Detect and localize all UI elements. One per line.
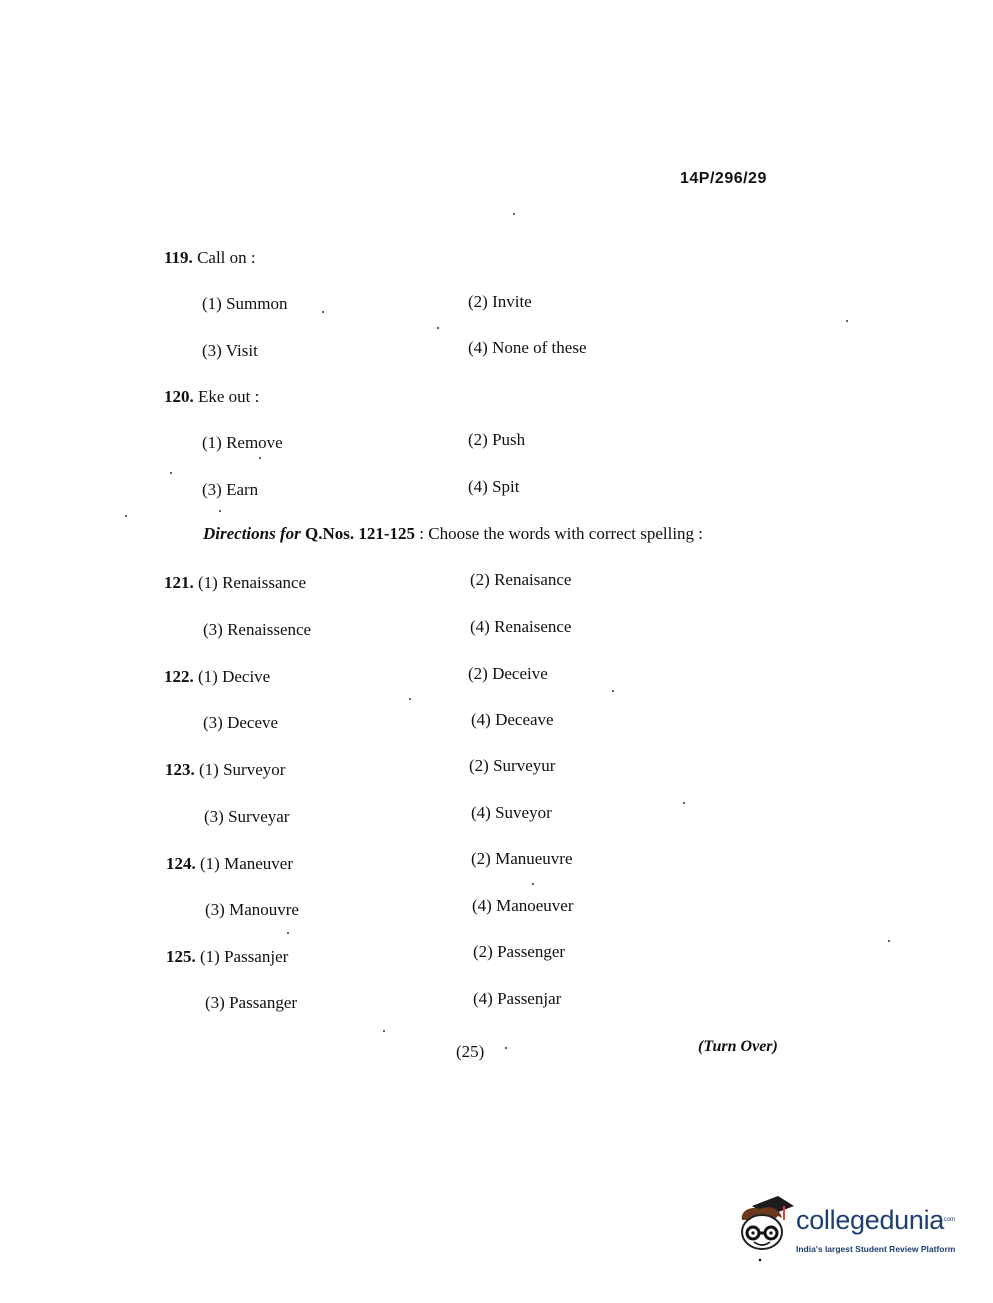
option: (2) Renaisance [470,570,572,589]
option: (3) Passanger [205,993,298,1012]
option: (2) Deceive [468,664,548,683]
question-number: 122. [164,667,194,686]
brand-name: collegedunia [796,1205,945,1235]
question-stem: Eke out : [198,387,260,406]
scan-speck [612,690,614,692]
option: (2) Push [468,430,526,449]
question-123 [165,760,285,780]
turn-over: (Turn Over) [698,1038,778,1055]
question-number: 120. [164,387,194,406]
option: (2) Surveyur [469,756,556,775]
scan-speck [287,932,289,934]
question-124 [166,854,293,874]
option: (1) Surveyor [199,760,286,779]
option: (1) Decive [198,667,271,686]
option: (4) Passenjar [473,989,562,1008]
question-number: 124. [166,854,196,873]
scan-speck [170,472,172,474]
scan-speck [437,327,439,329]
scan-speck [219,510,221,512]
option: (2) Passenger [473,942,566,961]
option: (1) Passanjer [200,947,289,966]
question-125 [166,947,288,967]
option: (1) Renaissance [198,573,307,592]
directions-text: : Choose the words with correct spelling : [419,524,704,543]
option: (2) Invite [468,292,532,311]
scan-speck [683,802,685,804]
option: (4) None of these [468,338,587,357]
option: (1) Maneuver [200,854,293,873]
scan-speck [409,698,411,700]
question-number: 119. [164,248,193,267]
directions-label: Directions for [203,524,301,543]
option: (1) Remove [202,433,283,452]
paper-code: 14P/296/29 [680,170,767,187]
brand-tagline: India's largest Student Review Platform [796,1244,956,1254]
option: (4) Renaisence [470,617,572,636]
scan-speck [383,1030,385,1032]
question-number: 121. [164,573,194,592]
option: (3) Manouvre [205,900,299,919]
option: (3) Renaissence [203,620,312,639]
scan-speck [513,213,515,215]
scan-speck [259,457,261,459]
brand-suffix: .com [942,1217,956,1223]
option: (3) Surveyar [204,807,290,826]
scan-speck [888,940,890,942]
scan-speck [846,320,848,322]
directions [203,524,703,544]
option: (4) Spit [468,477,520,496]
scan-speck [125,515,127,517]
option: (3) Earn [202,480,259,499]
scan-speck [532,883,534,885]
option: (1) Summon [202,294,288,313]
question-number: 125. [166,947,196,966]
scan-speck [505,1047,507,1049]
question-number: 123. [165,760,195,779]
option: (4) Suveyor [471,803,552,822]
option: (4) Deceave [471,710,554,729]
question-120 [164,387,259,407]
question-121 [164,573,306,593]
scan-speck [322,311,324,313]
page-number: (25) [456,1042,485,1061]
question-122 [164,667,270,687]
option: (3) Visit [202,341,258,360]
question-119 [164,248,256,268]
question-stem: Call on : [197,248,256,267]
directions-qnos: Q.Nos. 121-125 [305,524,416,543]
option: (2) Manueuvre [471,849,573,868]
option: (3) Deceve [203,713,279,732]
option: (4) Manoeuver [472,896,574,915]
